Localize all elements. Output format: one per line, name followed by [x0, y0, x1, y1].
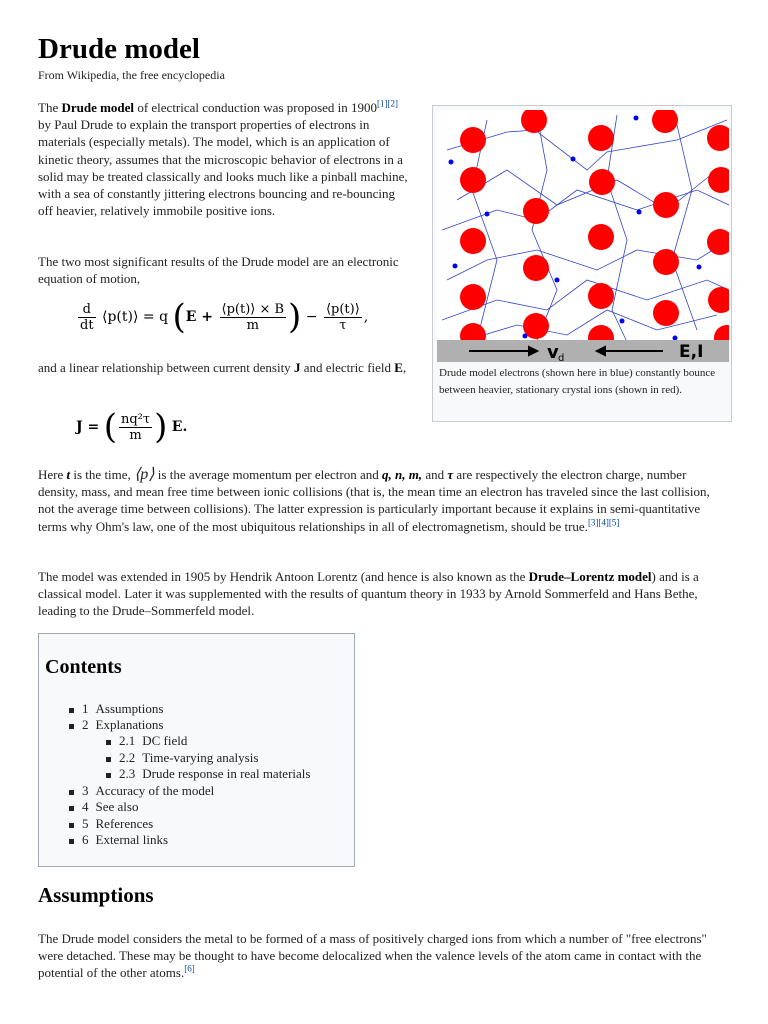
figure-caption: Drude model electrons (shown here in blue) constantly bounce between heavier, stationary crystal ions (shown in red).	[439, 367, 716, 396]
citation-link[interactable]: [3][4][5]	[587, 517, 620, 528]
variables-paragraph: Here t is the time, ⟨p⟩ is the average momentum per electron and q, n, m, and τ are respectively the electron charge, number density, mass, and mean free time between ionic collisions (that is, the mean time an electron has traveled since the last collision, not the average time between collisions). The latter expression is particularly important because it explains in semi-quantitative terms why Ohm's law, one of the most ubiquitous relationships in all of electromagnetism, should be true.[3][4][5]	[38, 466, 710, 534]
equation-of-motion: $\frac{d}{dt}$ ⟨p(t)⟩ = q (E + $\frac{⟨p(t)⟩ \times B}{m}$ ) − $\frac{⟨p(t)⟩}{\tau}$ ,	[80, 297, 369, 337]
page-subtitle: From Wikipedia, the free encyclopedia	[38, 68, 225, 82]
ohm-equation: J = ( $\frac{\text{nq²τ}}{m}$ ) E.	[76, 407, 188, 447]
toc-item-time-varying[interactable]: 2.2 Time-varying analysis	[106, 750, 258, 766]
drift-velocity-label: v	[547, 342, 559, 362]
lorentz-paragraph: The model was extended in 1905 by Hendrik Antoon Lorentz (and hence is also known as the Drude–Lorentz model) and is a classical model. Later it was supplemented with the results of quantum theory in 1933 by Arnold Sommerfeld and Hans Bethe, leading to the Drude–Sommerfeld model.	[38, 569, 699, 619]
toc-item-dc-field[interactable]: 2.1 DC field	[106, 733, 187, 749]
citation-link[interactable]: [6]	[184, 964, 195, 975]
results-paragraph: The two most significant results of the Drude model are an electronic equation of motion,	[38, 254, 399, 287]
toc-item-drude-response[interactable]: 2.3 Drude response in real materials	[106, 766, 310, 782]
table-of-contents	[38, 633, 355, 867]
toc-item-explanations[interactable]: 2 Explanations	[69, 717, 163, 733]
toc-item-external-links[interactable]: 6 External links	[69, 832, 168, 848]
toc-title: Contents	[45, 656, 122, 678]
section-heading-assumptions: Assumptions	[38, 883, 154, 907]
current-paragraph: and a linear relationship between current density J and electric field E,	[38, 360, 407, 375]
figure-thumbnail	[432, 105, 732, 422]
page-title: Drude model	[38, 33, 200, 65]
drift-subscript: d	[558, 353, 565, 362]
bold-term: Drude model	[61, 100, 135, 115]
drude-electron-illustration[interactable]	[437, 110, 729, 362]
toc-item-see-also[interactable]: 4 See also	[69, 799, 138, 815]
toc-item-assumptions[interactable]: 1 Assumptions	[69, 701, 163, 717]
intro-paragraph: The Drude model of electrical conduction was proposed in 1900[1][2] by Paul Drude to explain the transport properties of electrons in materials (especially metals). The model, which is an application of kinetic theory, assumes that the microscopic behavior of electrons in a solid may be treated classically and looks much like a pinball machine, with a sea of constantly jittering electrons bouncing and re-bouncing off heavier, relatively immobile positive ions.	[38, 98, 408, 219]
field-current-label: E,I	[679, 342, 704, 362]
toc-item-references[interactable]: 5 References	[69, 816, 153, 832]
assumptions-paragraph: The Drude model considers the metal to be formed of a mass of positively charged ions from which a number of "free electrons" were detached. These may be thought to have become delocalized when the valence levels of the atom came in contact with the potential of the other atoms.[6]	[38, 931, 707, 981]
citation-link[interactable]: [1][2]	[377, 98, 399, 109]
toc-item-accuracy[interactable]: 3 Accuracy of the model	[69, 783, 214, 799]
